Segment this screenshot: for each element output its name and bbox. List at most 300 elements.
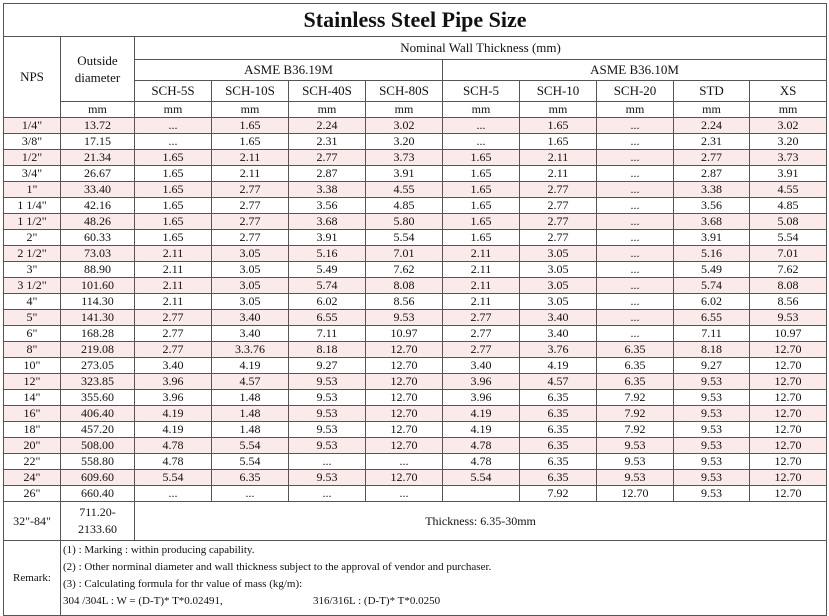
- thickness-cell: 4.19: [520, 358, 597, 374]
- outside-diameter-cell: 26.67: [61, 166, 135, 182]
- thickness-cell: 3.05: [212, 246, 289, 262]
- outside-diameter-cell: 355.60: [61, 390, 135, 406]
- thickness-cell: 3.68: [289, 214, 366, 230]
- table-row: [4, 214, 827, 230]
- thickness-cell: 12.70: [750, 470, 827, 486]
- thickness-cell: ...: [597, 166, 674, 182]
- thickness-cell: 9.53: [289, 422, 366, 438]
- thickness-cell: 9.53: [289, 406, 366, 422]
- schedule-header: SCH-5S: [135, 81, 212, 102]
- thickness-cell: 2.77: [135, 326, 212, 342]
- thickness-cell: 3.73: [366, 150, 443, 166]
- thickness-cell: 4.57: [520, 374, 597, 390]
- thickness-cell: 2.77: [443, 342, 520, 358]
- unit-label: mm: [520, 102, 597, 118]
- thickness-cell: 8.56: [366, 294, 443, 310]
- thickness-cell: 12.70: [750, 486, 827, 502]
- table-row: [4, 246, 827, 262]
- thickness-cell: 12.70: [366, 438, 443, 454]
- remark-line: (1) : Marking : within producing capability.: [63, 544, 255, 556]
- thickness-cell: 10.97: [366, 326, 443, 342]
- thickness-cell: 2.31: [674, 134, 750, 150]
- formula-316: 316/316L : (D-T)* T*0.0250: [313, 595, 441, 607]
- thickness-cell: 9.53: [289, 390, 366, 406]
- thickness-cell: 1.65: [135, 150, 212, 166]
- outside-diameter-cell: 323.85: [61, 374, 135, 390]
- thickness-cell: 6.35: [520, 470, 597, 486]
- thickness-cell: 5.16: [674, 246, 750, 262]
- thickness-cell: 2.77: [520, 198, 597, 214]
- unit-label: mm: [597, 102, 674, 118]
- thickness-cell: 2.77: [289, 150, 366, 166]
- table-row: [4, 358, 827, 374]
- thickness-cell: 12.70: [366, 374, 443, 390]
- thickness-cell: 12.70: [750, 358, 827, 374]
- thickness-cell: 12.70: [750, 390, 827, 406]
- thickness-cell: 9.53: [674, 406, 750, 422]
- thickness-cell: 2.24: [674, 118, 750, 134]
- thickness-cell: ...: [135, 134, 212, 150]
- nps-cell: 1/4": [4, 118, 61, 134]
- thickness-cell: 4.55: [750, 182, 827, 198]
- thickness-cell: 1.48: [212, 422, 289, 438]
- nps-cell: 16": [4, 406, 61, 422]
- thickness-cell: 9.53: [289, 438, 366, 454]
- thickness-cell: 2.11: [520, 166, 597, 182]
- outside-diameter-cell: 48.26: [61, 214, 135, 230]
- thickness-cell: 6.35: [520, 438, 597, 454]
- thickness-cell: 1.65: [443, 166, 520, 182]
- remark-line: (2) : Other norminal diameter and wall thickness subject to the approval of vendor and purchaser.: [63, 561, 492, 573]
- thickness-cell: 12.70: [366, 470, 443, 486]
- thickness-cell: 9.53: [289, 470, 366, 486]
- nps-cell: 3": [4, 262, 61, 278]
- unit-label: mm: [366, 102, 443, 118]
- thickness-cell: 3.20: [366, 134, 443, 150]
- thickness-cell: 1.65: [135, 182, 212, 198]
- thickness-cell: ...: [289, 454, 366, 470]
- unit-label: mm: [750, 102, 827, 118]
- thickness-cell: 6.35: [597, 358, 674, 374]
- table-row: [4, 166, 827, 182]
- nps-cell: 10": [4, 358, 61, 374]
- thickness-cell: 1.65: [520, 134, 597, 150]
- thickness-cell: 12.70: [366, 406, 443, 422]
- thickness-cell: 1.48: [212, 390, 289, 406]
- unit-label: mm: [61, 102, 135, 118]
- table-row: [4, 406, 827, 422]
- thickness-cell: 2.11: [520, 150, 597, 166]
- thickness-cell: 2.77: [135, 310, 212, 326]
- nps-cell: 24": [4, 470, 61, 486]
- thickness-cell: 7.11: [674, 326, 750, 342]
- thickness-cell: 5.54: [443, 470, 520, 486]
- table-row: [4, 278, 827, 294]
- nps-cell: 1/2": [4, 150, 61, 166]
- thickness-cell: ...: [597, 134, 674, 150]
- outside-diameter-cell: 457.20: [61, 422, 135, 438]
- table-row: [4, 342, 827, 358]
- thickness-cell: 9.53: [289, 374, 366, 390]
- thickness-cell: 3.3.76: [212, 342, 289, 358]
- thickness-cell: 7.92: [597, 406, 674, 422]
- thickness-cell: 3.20: [750, 134, 827, 150]
- thickness-cell: 5.54: [366, 230, 443, 246]
- outside-diameter-cell: 42.16: [61, 198, 135, 214]
- thickness-cell: 3.76: [520, 342, 597, 358]
- asme-b36-10m-header: ASME B36.10M: [443, 60, 827, 81]
- outside-diameter-header: Outside diameter: [61, 37, 135, 102]
- thickness-cell: 2.77: [443, 326, 520, 342]
- thickness-cell: 1.65: [212, 134, 289, 150]
- thickness-cell: 7.62: [750, 262, 827, 278]
- thickness-cell: 2.77: [520, 214, 597, 230]
- outside-diameter-cell: 168.28: [61, 326, 135, 342]
- thickness-cell: 2.11: [443, 294, 520, 310]
- nps-header: NPS: [4, 37, 61, 118]
- thickness-cell: 2.11: [135, 246, 212, 262]
- thickness-cell: 2.87: [674, 166, 750, 182]
- table-row: [4, 390, 827, 406]
- outside-diameter-cell: 406.40: [61, 406, 135, 422]
- thickness-cell: 8.08: [750, 278, 827, 294]
- thickness-cell: 1.65: [135, 198, 212, 214]
- thickness-cell: 12.70: [366, 422, 443, 438]
- thickness-cell: 2.24: [289, 118, 366, 134]
- thickness-cell: 3.40: [520, 326, 597, 342]
- thickness-cell: 12.70: [750, 342, 827, 358]
- schedule-header: SCH-5: [443, 81, 520, 102]
- table-row: [4, 150, 827, 166]
- thickness-cell: ...: [597, 230, 674, 246]
- thickness-cell: 9.53: [674, 438, 750, 454]
- thickness-cell: 8.18: [289, 342, 366, 358]
- schedule-header: SCH-10S: [212, 81, 289, 102]
- outside-diameter-cell: 21.34: [61, 150, 135, 166]
- thickness-cell: ...: [597, 310, 674, 326]
- thickness-cell: 3.73: [750, 150, 827, 166]
- thickness-cell: 3.56: [674, 198, 750, 214]
- thickness-cell: 1.65: [443, 150, 520, 166]
- thickness-cell: 2.11: [135, 294, 212, 310]
- thickness-cell: 3.05: [520, 294, 597, 310]
- thickness-cell: 5.49: [289, 262, 366, 278]
- thickness-cell: 5.54: [212, 438, 289, 454]
- nps-cell: 22": [4, 454, 61, 470]
- thickness-cell: 9.53: [597, 470, 674, 486]
- table-row: [4, 438, 827, 454]
- remarks-block: [61, 541, 827, 616]
- thickness-cell: 2.77: [520, 230, 597, 246]
- thickness-cell: 2.77: [135, 342, 212, 358]
- outside-diameter-cell: 88.90: [61, 262, 135, 278]
- thickness-cell: ...: [597, 182, 674, 198]
- thickness-cell: ...: [597, 118, 674, 134]
- thickness-cell: 12.70: [750, 422, 827, 438]
- thickness-cell: 4.19: [135, 422, 212, 438]
- thickness-cell: 9.53: [597, 454, 674, 470]
- thickness-cell: ...: [597, 198, 674, 214]
- thickness-cell: 3.91: [750, 166, 827, 182]
- thickness-cell: 3.38: [289, 182, 366, 198]
- thickness-cell: 1.65: [135, 166, 212, 182]
- thickness-cell: 6.02: [289, 294, 366, 310]
- table-row: [4, 422, 827, 438]
- outside-diameter-cell: 13.72: [61, 118, 135, 134]
- schedule-header: SCH-80S: [366, 81, 443, 102]
- thickness-cell: 3.40: [212, 326, 289, 342]
- thickness-cell: 4.85: [366, 198, 443, 214]
- pipe-size-sheet: [3, 3, 826, 616]
- outside-diameter-cell: 101.60: [61, 278, 135, 294]
- thickness-cell: 3.02: [750, 118, 827, 134]
- thickness-cell: 9.53: [674, 374, 750, 390]
- thickness-cell: 9.53: [674, 454, 750, 470]
- thickness-cell: 4.19: [212, 358, 289, 374]
- thickness-cell: 6.35: [597, 342, 674, 358]
- thickness-cell: 3.38: [674, 182, 750, 198]
- thickness-cell: 3.56: [289, 198, 366, 214]
- thickness-cell: ...: [597, 326, 674, 342]
- unit-label: mm: [289, 102, 366, 118]
- thickness-cell: 3.96: [443, 374, 520, 390]
- thickness-cell: 12.70: [750, 406, 827, 422]
- thickness-cell: 4.55: [366, 182, 443, 198]
- thickness-cell: 2.77: [212, 214, 289, 230]
- nps-cell: 8": [4, 342, 61, 358]
- schedule-header: STD: [674, 81, 750, 102]
- thickness-cell: 6.35: [520, 422, 597, 438]
- table-row: [4, 118, 827, 134]
- thickness-cell: ...: [212, 486, 289, 502]
- thickness-cell: 6.55: [289, 310, 366, 326]
- thickness-cell: 3.40: [135, 358, 212, 374]
- outside-diameter-cell: 60.33: [61, 230, 135, 246]
- thickness-cell: 2.11: [443, 246, 520, 262]
- thickness-cell: 1.65: [212, 118, 289, 134]
- outside-diameter-cell: 73.03: [61, 246, 135, 262]
- thickness-cell: ...: [366, 486, 443, 502]
- thickness-cell: 5.08: [750, 214, 827, 230]
- nps-cell: 5": [4, 310, 61, 326]
- unit-label: mm: [674, 102, 750, 118]
- thickness-cell: 4.78: [135, 454, 212, 470]
- schedule-header: SCH-20: [597, 81, 674, 102]
- thickness-cell: ...: [366, 454, 443, 470]
- nominal-wall-thickness-header: Nominal Wall Thickness (mm): [135, 37, 827, 60]
- nps-cell: 2": [4, 230, 61, 246]
- thickness-cell: 6.55: [674, 310, 750, 326]
- nps-cell: 1 1/4": [4, 198, 61, 214]
- thickness-cell: 3.40: [520, 310, 597, 326]
- thickness-cell: 6.35: [520, 454, 597, 470]
- thickness-cell: 1.48: [212, 406, 289, 422]
- nps-cell: 1 1/2": [4, 214, 61, 230]
- table-row: [4, 486, 827, 502]
- nps-cell: 4": [4, 294, 61, 310]
- thickness-cell: 5.54: [135, 470, 212, 486]
- thickness-cell: 12.70: [750, 438, 827, 454]
- thickness-cell: 5.74: [674, 278, 750, 294]
- thickness-cell: 3.96: [443, 390, 520, 406]
- thickness-cell: 7.01: [750, 246, 827, 262]
- thickness-range-cell: Thickness: 6.35-30mm: [135, 502, 827, 541]
- nps-cell: 3/4": [4, 166, 61, 182]
- table-row: [4, 262, 827, 278]
- thickness-cell: 3.05: [520, 262, 597, 278]
- outside-diameter-cell: 508.00: [61, 438, 135, 454]
- thickness-cell: 3.05: [520, 246, 597, 262]
- thickness-cell: 2.11: [443, 278, 520, 294]
- unit-label: mm: [135, 102, 212, 118]
- table-row: [4, 326, 827, 342]
- schedule-header: SCH-10: [520, 81, 597, 102]
- thickness-cell: 9.53: [674, 422, 750, 438]
- thickness-cell: 2.31: [289, 134, 366, 150]
- thickness-cell: 9.53: [674, 486, 750, 502]
- thickness-cell: 2.77: [520, 182, 597, 198]
- thickness-cell: 9.27: [674, 358, 750, 374]
- thickness-cell: ...: [597, 294, 674, 310]
- thickness-cell: ...: [597, 150, 674, 166]
- nps-cell: 2 1/2": [4, 246, 61, 262]
- outside-diameter-cell: 219.08: [61, 342, 135, 358]
- outside-diameter-cell: 273.05: [61, 358, 135, 374]
- thickness-cell: 1.65: [443, 182, 520, 198]
- table-row: [4, 470, 827, 486]
- thickness-cell: 6.35: [597, 374, 674, 390]
- nps-cell: 18": [4, 422, 61, 438]
- thickness-cell: 3.40: [212, 310, 289, 326]
- nps-cell: 32"-84": [4, 502, 61, 541]
- thickness-cell: 7.92: [597, 390, 674, 406]
- thickness-cell: 12.70: [366, 390, 443, 406]
- thickness-cell: 7.11: [289, 326, 366, 342]
- thickness-cell: 3.05: [212, 294, 289, 310]
- asme-b36-19m-header: ASME B36.19M: [135, 60, 443, 81]
- thickness-cell: 3.91: [289, 230, 366, 246]
- thickness-cell: 4.19: [135, 406, 212, 422]
- thickness-cell: 9.53: [366, 310, 443, 326]
- thickness-cell: 3.40: [443, 358, 520, 374]
- thickness-cell: 1.65: [443, 198, 520, 214]
- thickness-cell: 3.91: [674, 230, 750, 246]
- thickness-cell: 12.70: [750, 374, 827, 390]
- thickness-cell: 2.11: [212, 166, 289, 182]
- thickness-cell: ...: [597, 246, 674, 262]
- thickness-cell: 5.80: [366, 214, 443, 230]
- thickness-cell: 2.87: [289, 166, 366, 182]
- thickness-cell: 2.77: [212, 198, 289, 214]
- thickness-cell: 9.53: [597, 438, 674, 454]
- thickness-cell: 3.02: [366, 118, 443, 134]
- nps-cell: 14": [4, 390, 61, 406]
- thickness-cell: 9.53: [750, 310, 827, 326]
- thickness-cell: 4.19: [443, 406, 520, 422]
- thickness-cell: ...: [443, 134, 520, 150]
- table-row: [4, 182, 827, 198]
- thickness-cell: 12.70: [366, 358, 443, 374]
- thickness-cell: 5.16: [289, 246, 366, 262]
- thickness-cell: 4.78: [135, 438, 212, 454]
- thickness-cell: 2.11: [212, 150, 289, 166]
- thickness-cell: 8.18: [674, 342, 750, 358]
- thickness-cell: ...: [135, 486, 212, 502]
- thickness-cell: 7.92: [597, 422, 674, 438]
- mass-formula-line: [63, 593, 824, 610]
- thickness-cell: 3.96: [135, 374, 212, 390]
- thickness-cell: 4.78: [443, 454, 520, 470]
- remark-row: [4, 541, 827, 616]
- thickness-cell: 1.65: [443, 214, 520, 230]
- thickness-cell: 7.01: [366, 246, 443, 262]
- nps-cell: 3/8": [4, 134, 61, 150]
- thickness-cell: 5.54: [212, 454, 289, 470]
- thickness-cell: 8.56: [750, 294, 827, 310]
- table-row: [4, 134, 827, 150]
- thickness-cell: 5.49: [674, 262, 750, 278]
- outside-diameter-cell: 711.20-2133.60: [61, 502, 135, 541]
- thickness-cell: 12.70: [366, 342, 443, 358]
- thickness-cell: 8.08: [366, 278, 443, 294]
- table-row: [4, 230, 827, 246]
- table-row: [4, 310, 827, 326]
- unit-label: mm: [212, 102, 289, 118]
- thickness-cell: 2.77: [674, 150, 750, 166]
- nps-cell: 6": [4, 326, 61, 342]
- thickness-cell: 6.35: [520, 406, 597, 422]
- outside-diameter-cell: 141.30: [61, 310, 135, 326]
- thickness-cell: 4.85: [750, 198, 827, 214]
- thickness-cell: 2.11: [443, 262, 520, 278]
- remark-line: (3) : Calculating formula for thr value of mass (kg/m):: [63, 578, 303, 590]
- nps-cell: 26": [4, 486, 61, 502]
- thickness-cell: 3.05: [212, 278, 289, 294]
- thickness-cell: 4.57: [212, 374, 289, 390]
- thickness-cell: 3.05: [520, 278, 597, 294]
- thickness-cell: ...: [135, 118, 212, 134]
- thickness-cell: 2.11: [135, 262, 212, 278]
- formula-304: 304 /304L : W = (D-T)* T*0.02491,: [63, 595, 223, 607]
- thickness-cell: 2.77: [212, 182, 289, 198]
- table-row: [4, 198, 827, 214]
- thickness-cell: 1.65: [443, 230, 520, 246]
- thickness-cell: 1.65: [520, 118, 597, 134]
- table-row: [4, 454, 827, 470]
- outside-diameter-cell: 33.40: [61, 182, 135, 198]
- thickness-cell: 12.70: [597, 486, 674, 502]
- nps-cell: 3 1/2": [4, 278, 61, 294]
- outside-diameter-cell: 114.30: [61, 294, 135, 310]
- remark-label: Remark:: [4, 541, 61, 616]
- thickness-cell: 7.92: [520, 486, 597, 502]
- thickness-cell: 1.65: [135, 230, 212, 246]
- thickness-cell: 10.97: [750, 326, 827, 342]
- thickness-cell: 4.78: [443, 438, 520, 454]
- thickness-cell: ...: [443, 118, 520, 134]
- large-range-row: [4, 502, 827, 541]
- thickness-cell: ...: [289, 486, 366, 502]
- thickness-cell: 4.19: [443, 422, 520, 438]
- thickness-cell: 6.02: [674, 294, 750, 310]
- page-title: Stainless Steel Pipe Size: [4, 4, 827, 37]
- thickness-cell: 3.05: [212, 262, 289, 278]
- thickness-cell: ...: [597, 278, 674, 294]
- thickness-cell: 6.35: [212, 470, 289, 486]
- thickness-cell: 3.96: [135, 390, 212, 406]
- thickness-cell: 12.70: [750, 454, 827, 470]
- thickness-cell: 2.77: [212, 230, 289, 246]
